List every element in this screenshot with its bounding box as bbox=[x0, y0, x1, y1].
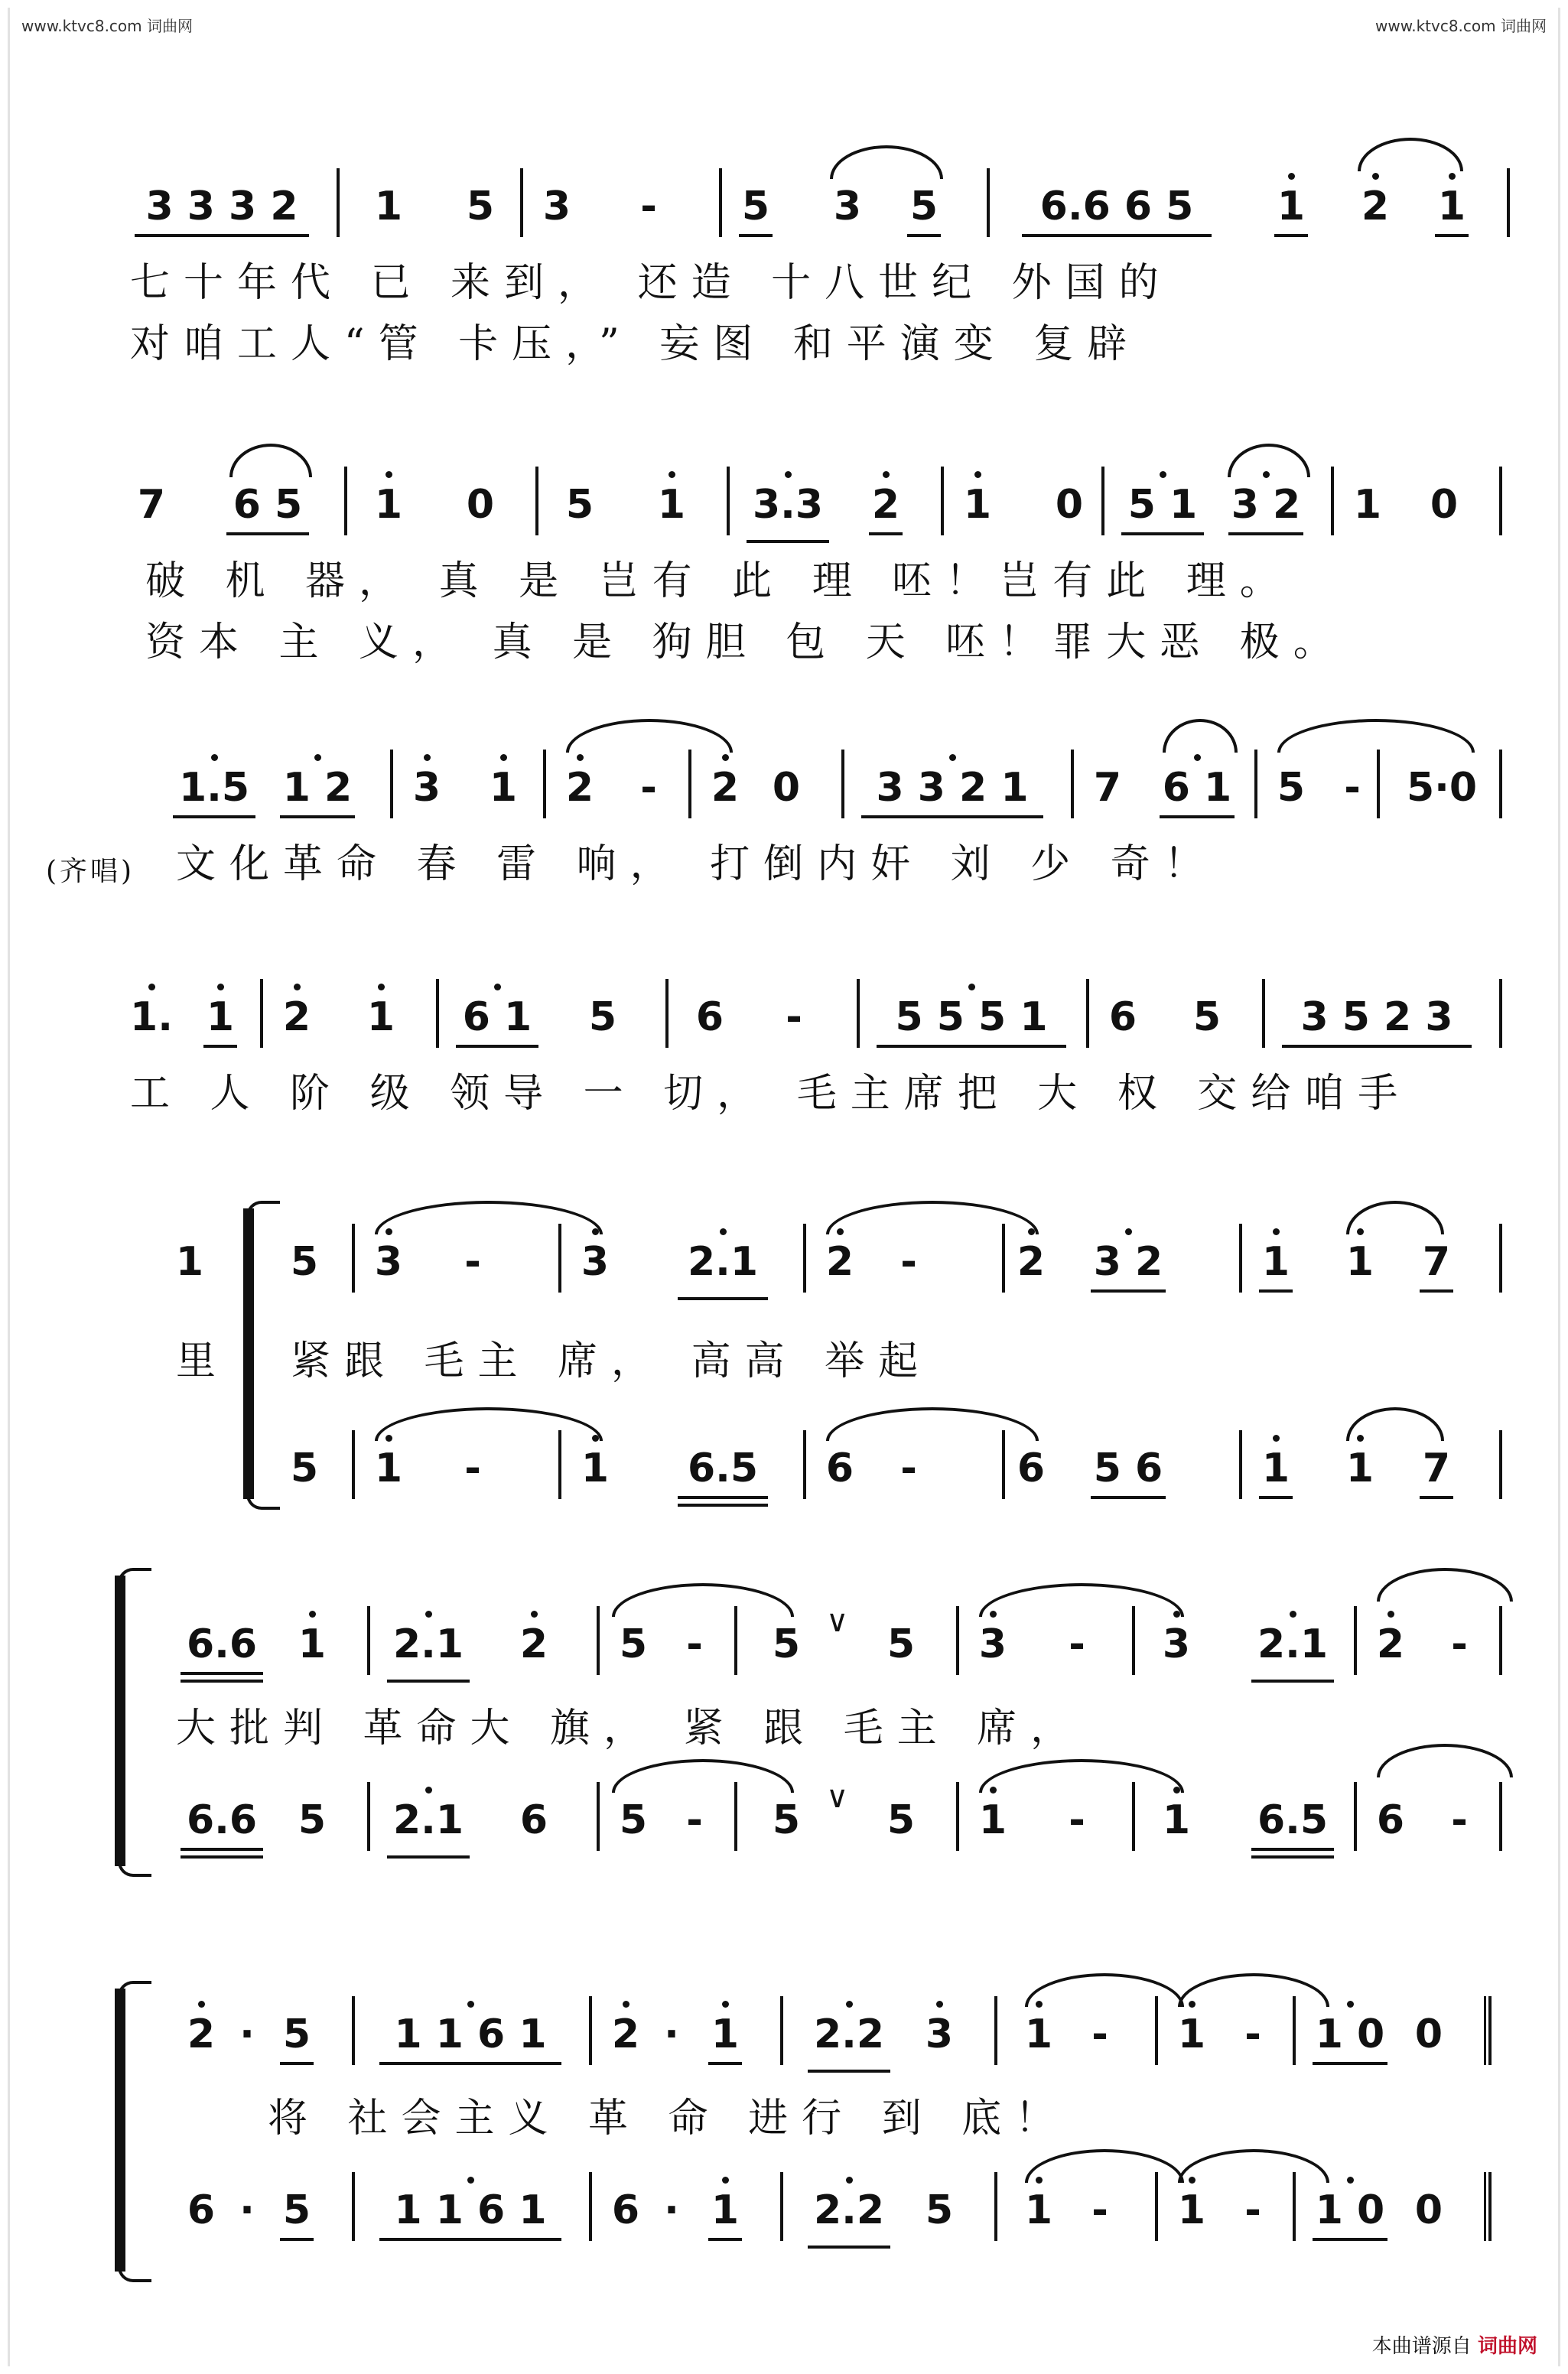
dash: - bbox=[464, 1239, 481, 1285]
note: 7 bbox=[137, 482, 166, 528]
note: 5 bbox=[619, 1797, 648, 1843]
note-group: 6 1 bbox=[1155, 765, 1239, 811]
note: 5 bbox=[1277, 765, 1306, 811]
footer-site-link[interactable]: 词曲网 bbox=[1477, 2335, 1537, 2358]
barline bbox=[589, 2172, 592, 2241]
note-group: 2.1 bbox=[1247, 1621, 1339, 1667]
note-group: 5·0 bbox=[1406, 765, 1478, 811]
barline bbox=[1254, 750, 1257, 818]
dot: · bbox=[239, 2011, 255, 2057]
note: 1 bbox=[704, 2011, 747, 2057]
dash: - bbox=[1069, 1621, 1085, 1667]
note: 6 bbox=[611, 2187, 640, 2233]
barline bbox=[1086, 979, 1089, 1048]
note: 5 bbox=[772, 1621, 801, 1667]
note: 3 bbox=[542, 184, 571, 229]
barline bbox=[543, 750, 546, 818]
barline bbox=[390, 750, 393, 818]
note: 2 bbox=[704, 765, 747, 811]
note: 0 bbox=[1414, 2011, 1443, 2057]
barline bbox=[688, 750, 691, 818]
barline bbox=[597, 1606, 600, 1675]
note: 7 bbox=[1093, 765, 1122, 811]
note: 1 bbox=[1017, 2011, 1060, 2057]
barline bbox=[1071, 750, 1074, 818]
note: 1 bbox=[1339, 1239, 1381, 1285]
note: 6 bbox=[1108, 994, 1137, 1040]
note-group: 6.6 6 5 bbox=[1017, 184, 1216, 229]
score-system-1 bbox=[0, 184, 1568, 260]
note: 6 bbox=[1017, 1446, 1046, 1491]
dash: - bbox=[1091, 2187, 1108, 2233]
site-url-left[interactable]: www.ktvc8.com 词曲网 bbox=[21, 17, 194, 35]
barline bbox=[337, 168, 340, 237]
barline bbox=[841, 750, 844, 818]
score-system-6-top bbox=[0, 1604, 1568, 1698]
dash: - bbox=[786, 994, 802, 1040]
score-system-7-top bbox=[0, 2011, 1568, 2088]
barline bbox=[719, 168, 722, 237]
note: 5 bbox=[772, 1797, 801, 1843]
note-group: 3 3 2 1 bbox=[857, 765, 1048, 811]
barline bbox=[1377, 750, 1380, 818]
note: 5 bbox=[886, 1621, 916, 1667]
note-group: 6.5 bbox=[673, 1446, 773, 1491]
note: 2 bbox=[1369, 1621, 1412, 1667]
barline bbox=[956, 1606, 959, 1675]
barline bbox=[597, 1782, 600, 1851]
lyric-line: 资本 主 义， 真 是 狗胆 包 天 呸！罪大恶 极。 bbox=[145, 620, 1347, 665]
barline bbox=[352, 1224, 355, 1293]
note: 5 bbox=[275, 2187, 318, 2233]
note-group: 6 5 bbox=[222, 482, 314, 528]
note: 1 bbox=[291, 1621, 333, 1667]
barline bbox=[1499, 1224, 1502, 1293]
barline bbox=[941, 467, 944, 535]
barline bbox=[367, 1782, 370, 1851]
dot: · bbox=[664, 2011, 679, 2057]
lyric-line: 工 人 阶 级 领导 一 切， 毛主席把 大 权 交给咱手 bbox=[130, 1071, 1412, 1117]
barline bbox=[520, 168, 523, 237]
lyric-line: 大批判 革命大 旗， 紧 跟 毛主 席， bbox=[176, 1706, 1085, 1751]
note-group: 2.1 bbox=[673, 1239, 773, 1285]
dot: · bbox=[239, 2187, 255, 2233]
note: 3 bbox=[833, 184, 862, 229]
barline bbox=[665, 979, 669, 1048]
note: 1 bbox=[1353, 482, 1382, 528]
dash: - bbox=[1069, 1797, 1085, 1843]
dash: - bbox=[686, 1797, 703, 1843]
note: 5 bbox=[275, 2011, 318, 2057]
note: 3 bbox=[1155, 1621, 1198, 1667]
dash: - bbox=[1091, 2011, 1108, 2057]
lyric-line: 文化革命 春 雷 响， 打倒内奸 刘 少 奇！ bbox=[176, 841, 1218, 887]
barline bbox=[344, 467, 347, 535]
barline bbox=[727, 467, 730, 535]
barline bbox=[994, 1996, 997, 2065]
note-group: 1 0 bbox=[1308, 2011, 1392, 2057]
note: 2 bbox=[512, 1621, 555, 1667]
note: 1 bbox=[1254, 1446, 1297, 1491]
barline bbox=[1262, 979, 1265, 1048]
note-group: 6.6 bbox=[176, 1621, 268, 1667]
note-group: 3 2 bbox=[1224, 482, 1308, 528]
note: 5 bbox=[734, 184, 777, 229]
note: 7 bbox=[1415, 1446, 1458, 1491]
note-group: 6 1 bbox=[451, 994, 543, 1040]
note-group: 1 1 6 1 bbox=[375, 2011, 566, 2057]
lyric-line: 将 社会主义 革 命 进行 到 底！ bbox=[268, 2096, 1069, 2141]
note-group: 2.1 bbox=[382, 1621, 474, 1667]
note: 1 bbox=[367, 482, 410, 528]
barline bbox=[260, 979, 263, 1048]
part-number: 1 bbox=[175, 1239, 204, 1285]
barline bbox=[803, 1430, 806, 1499]
note: 5 bbox=[565, 482, 594, 528]
note: 1 bbox=[1017, 2187, 1060, 2233]
dash: - bbox=[1451, 1797, 1468, 1843]
note: 1 bbox=[374, 184, 403, 229]
barline bbox=[1499, 1782, 1502, 1851]
barline bbox=[1499, 979, 1502, 1048]
site-url-right[interactable]: www.ktvc8.com 词曲网 bbox=[1374, 17, 1547, 35]
note: 6 bbox=[825, 1446, 854, 1491]
note: 2 bbox=[558, 765, 601, 811]
note: 3 bbox=[367, 1239, 410, 1285]
note: 5 bbox=[886, 1797, 916, 1843]
note-group: 6.5 bbox=[1247, 1797, 1339, 1843]
note: 1 bbox=[650, 482, 693, 528]
lyric-line: 七十年代 已 来到， 还造 十八世纪 外国的 bbox=[130, 260, 1173, 306]
note-group: 1 1 6 1 bbox=[375, 2187, 566, 2233]
note: 7 bbox=[1415, 1239, 1458, 1285]
footer-source bbox=[1372, 2330, 1537, 2359]
note-group: 3 5 2 3 bbox=[1277, 994, 1476, 1040]
barline bbox=[780, 1996, 783, 2065]
note: 3 bbox=[405, 765, 448, 811]
note: 3 bbox=[574, 1239, 616, 1285]
note: 5 bbox=[290, 1446, 319, 1491]
note-group: 5 6 bbox=[1086, 1446, 1170, 1491]
breath-mark: ∨ bbox=[826, 1780, 849, 1815]
barline bbox=[780, 2172, 783, 2241]
note: 6 bbox=[695, 994, 724, 1040]
score-system-5-bottom bbox=[0, 1446, 1568, 1522]
note: 1 bbox=[367, 1446, 410, 1491]
final-barline bbox=[1484, 2172, 1492, 2241]
lyric-lead: 里 bbox=[176, 1338, 230, 1384]
note: 0 bbox=[1430, 482, 1459, 528]
note: 2 bbox=[275, 994, 318, 1040]
dash: - bbox=[900, 1446, 917, 1491]
barline bbox=[1331, 467, 1334, 535]
lyric-line: 紧跟 毛主 席， 高高 举起 bbox=[291, 1338, 932, 1384]
dash: - bbox=[686, 1621, 703, 1667]
note: 2 bbox=[604, 2011, 647, 2057]
note: 0 bbox=[1414, 2187, 1443, 2233]
dash: - bbox=[1344, 765, 1361, 811]
note: 3 bbox=[918, 2011, 961, 2057]
note-group: 2.2 bbox=[803, 2011, 895, 2057]
barline bbox=[1101, 467, 1104, 535]
barline bbox=[803, 1224, 806, 1293]
note: 5 bbox=[298, 1797, 327, 1843]
lyric-line: 破 机 器， 真 是 岂有 此 理 呸！岂有此 理。 bbox=[145, 558, 1293, 604]
dot: · bbox=[664, 2187, 679, 2233]
note: 1 bbox=[1155, 1797, 1198, 1843]
bracket-cap bbox=[246, 1201, 280, 1234]
final-barline bbox=[1484, 1996, 1492, 2065]
barline bbox=[352, 2172, 355, 2241]
dash: - bbox=[1244, 2187, 1261, 2233]
note: 0 bbox=[466, 482, 495, 528]
barline bbox=[857, 979, 860, 1048]
score-system-7-bottom bbox=[0, 2187, 1568, 2264]
barline bbox=[352, 1996, 355, 2065]
bracket-cap bbox=[118, 1981, 151, 2015]
note: 5 bbox=[619, 1621, 648, 1667]
note-group: 3.3 bbox=[742, 482, 834, 528]
note: 0 bbox=[1055, 482, 1084, 528]
dash: - bbox=[640, 765, 657, 811]
score-system-6-bottom bbox=[0, 1780, 1568, 1874]
bracket-cap bbox=[118, 1568, 151, 1602]
barline bbox=[956, 1782, 959, 1851]
choir-label: (齐唱) bbox=[46, 856, 135, 887]
barline bbox=[1354, 1782, 1357, 1851]
dash: - bbox=[464, 1446, 481, 1491]
score-system-2 bbox=[0, 482, 1568, 558]
barline bbox=[994, 2172, 997, 2241]
note-group: 2.2 bbox=[803, 2187, 895, 2233]
note: 6 bbox=[187, 2187, 216, 2233]
note-group: 1 0 bbox=[1308, 2187, 1392, 2233]
note: 2 bbox=[864, 482, 907, 528]
note: 1 bbox=[199, 994, 242, 1040]
dash: - bbox=[1451, 1621, 1468, 1667]
note-group: 5 5 5 1 bbox=[872, 994, 1071, 1040]
note-group: 3 3 3 2 bbox=[130, 184, 314, 229]
dash: - bbox=[640, 184, 657, 229]
footer-source-label: 本曲谱源自 bbox=[1371, 2335, 1472, 2358]
note-group: 6.6 bbox=[176, 1797, 268, 1843]
score-system-5-top bbox=[0, 1239, 1568, 1315]
note: 1 bbox=[1270, 184, 1313, 229]
note: 1 bbox=[971, 1797, 1014, 1843]
note-group: 3 2 bbox=[1086, 1239, 1170, 1285]
note: 2 bbox=[1010, 1239, 1052, 1285]
note: 0 bbox=[772, 765, 801, 811]
note: 1 bbox=[704, 2187, 747, 2233]
score-system-4 bbox=[0, 994, 1568, 1071]
barline bbox=[436, 979, 439, 1048]
note: 6 bbox=[1376, 1797, 1405, 1843]
barline bbox=[1499, 1430, 1502, 1499]
note: 1. bbox=[130, 994, 173, 1040]
note: 5 bbox=[588, 994, 617, 1040]
score-system-3 bbox=[0, 765, 1568, 841]
note: 1 bbox=[1339, 1446, 1381, 1491]
note: 1 bbox=[574, 1446, 616, 1491]
note: 2 bbox=[818, 1239, 861, 1285]
note: 1 bbox=[1254, 1239, 1297, 1285]
note: 2 bbox=[180, 2011, 223, 2057]
note-group: 2.1 bbox=[382, 1797, 474, 1843]
note: 1 bbox=[1170, 2011, 1213, 2057]
dash: - bbox=[900, 1239, 917, 1285]
dash: - bbox=[1244, 2011, 1261, 2057]
note-group: 1 2 bbox=[275, 765, 359, 811]
lyric-line: 对咱工人“管 卡压，” 妄图 和平演变 复辟 bbox=[130, 321, 1141, 367]
note: 1 bbox=[1170, 2187, 1213, 2233]
barline bbox=[1499, 750, 1502, 818]
note: 6 bbox=[519, 1797, 548, 1843]
barline bbox=[1507, 168, 1510, 237]
barline bbox=[1499, 467, 1502, 535]
note: 1 bbox=[482, 765, 525, 811]
note: 5 bbox=[290, 1239, 319, 1285]
barline bbox=[367, 1606, 370, 1675]
breath-mark: ∨ bbox=[826, 1604, 849, 1639]
barline bbox=[1354, 1606, 1357, 1675]
note: 5 bbox=[466, 184, 495, 229]
note: 2 bbox=[1354, 184, 1397, 229]
note: 5 bbox=[925, 2187, 954, 2233]
note-group: 1.5 bbox=[168, 765, 260, 811]
barline bbox=[352, 1430, 355, 1499]
barline bbox=[535, 467, 538, 535]
note: 1 bbox=[956, 482, 999, 528]
note: 3 bbox=[971, 1621, 1014, 1667]
note: 5 bbox=[903, 184, 945, 229]
note: 1 bbox=[1430, 184, 1473, 229]
note: 1 bbox=[359, 994, 402, 1040]
note-group: 5 1 bbox=[1117, 482, 1209, 528]
barline bbox=[1239, 1224, 1242, 1293]
barline bbox=[589, 1996, 592, 2065]
barline bbox=[1239, 1430, 1242, 1499]
note: 5 bbox=[1192, 994, 1222, 1040]
barline bbox=[987, 168, 990, 237]
barline bbox=[1499, 1606, 1502, 1675]
